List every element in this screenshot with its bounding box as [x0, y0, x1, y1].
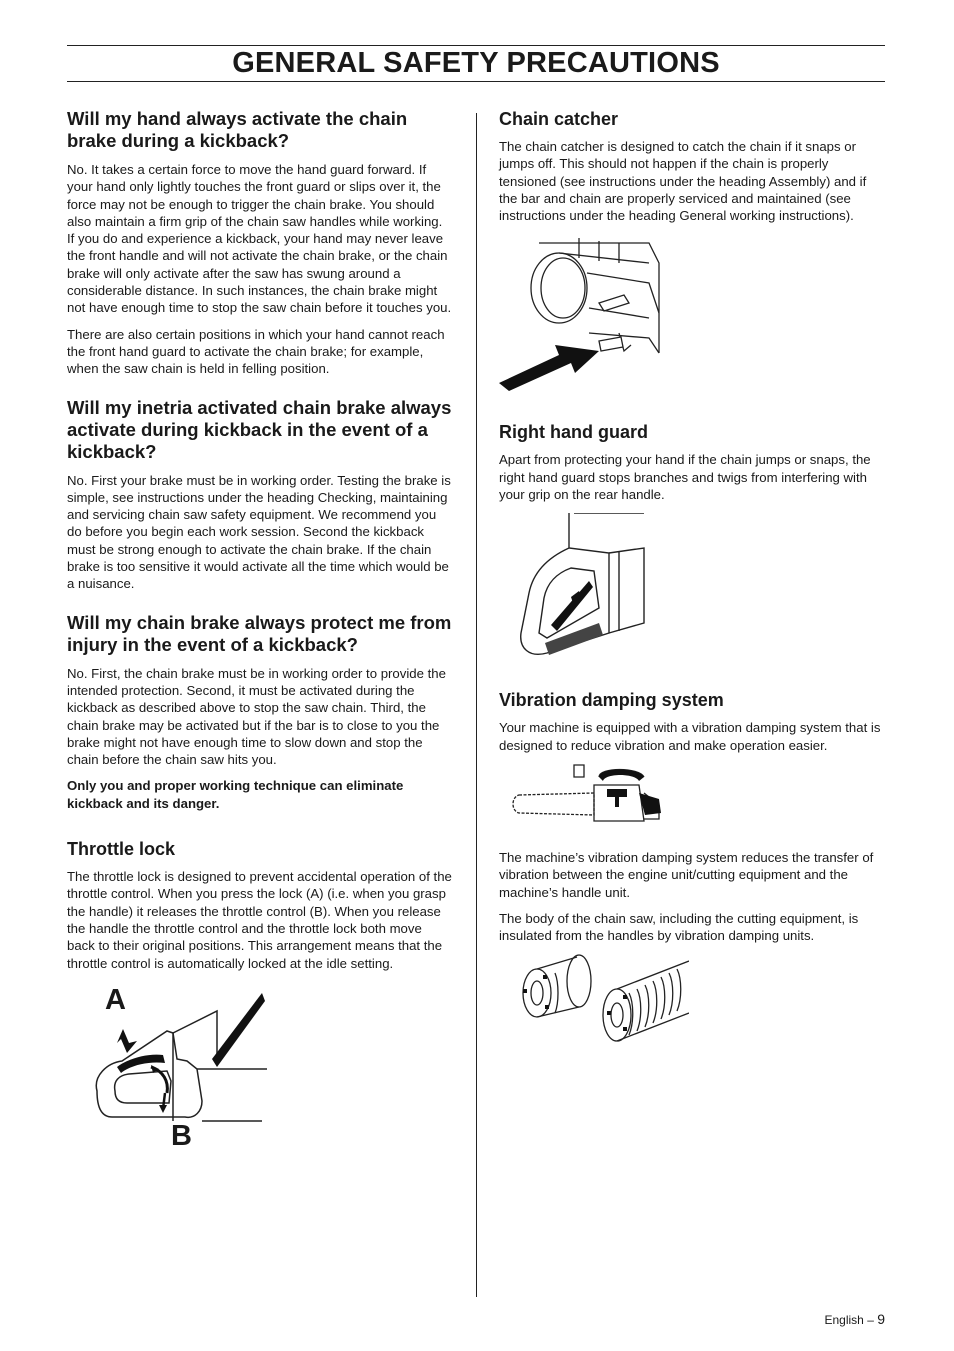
section-throttle-lock [67, 838, 453, 1156]
figure-label-a: A [105, 983, 126, 1016]
chain-catcher-illustration [499, 233, 669, 393]
right-column [499, 108, 887, 1072]
left-column [67, 108, 453, 1175]
paragraph: No. First, the chain brake must be in working order to provide the intended protection. Second, it must be activated during the kickback as described above to stop the saw chain. Third, the chain brake may be activated but if the bar is to close to you the brake might not have enough time to slow down and stop the chain before the chain saw hits you. [67, 665, 446, 768]
chainsaw-illustration [499, 763, 669, 835]
paragraph: The machine’s vibration damping system reduces the transfer of vibration between the engine unit/cutting equipment and the machine’s handle unit. [499, 849, 874, 900]
throttle-lock-figure [67, 981, 267, 1156]
section-vibration-damping [499, 689, 887, 1053]
heading-throttle-lock: Throttle lock [67, 839, 176, 860]
heading-right-hand-guard: Right hand guard [499, 422, 648, 443]
header-rule-bottom [67, 81, 885, 82]
section-right-hand-guard [499, 421, 887, 663]
right-hand-guard-figure [499, 513, 649, 663]
section-hand-activate [67, 108, 453, 378]
footer-language: English [824, 1313, 864, 1327]
paragraph: The body of the chain saw, including the cutting equipment, is insulated from the handles by vibration damping units. [499, 910, 859, 944]
column-divider [476, 113, 477, 1297]
warning-paragraph: Only you and proper working technique can eliminate kickback and its danger. [67, 778, 404, 811]
page-number: 9 [877, 1311, 885, 1327]
vibration-damper-figure [499, 953, 689, 1053]
paragraph: No. First your brake must be in working order. Testing the brake is simple, see instructions under the heading Checking, maintaining and servicing chain saw safety equipment. We recommend you do before you begin each work session. Second the kickback must be strong enough to activate the chain brake. If the chain brake is too sensitive it would activate all the time which would be a nuisance. [67, 472, 451, 592]
paragraph: No. It takes a certain force to move the hand guard forward. If your hand only lightly touches the front guard or slips over it, the force may not be enough to trigger the chain brake. You should also maintain a firm grip of the chain saw handles while working. If you do and experience a kickback, your hand may never leave the front handle and will not activate the chain brake, or the chain brake will only activate after the saw has swung around a considerable distance. In such instances, the chain brake might not have enough time to stop the saw chain before it touches you. [67, 162, 452, 316]
throttle-handle-illustration [67, 981, 267, 1156]
heading-chain-catcher: Chain catcher [499, 109, 619, 129]
page-footer [825, 1311, 886, 1328]
section-chain-catcher [499, 108, 887, 393]
page-title: GENERAL SAFETY PRECAUTIONS [232, 47, 720, 79]
paragraph: There are also certain positions in which your hand cannot reach the front hand guard to activate the chain brake; for example, when the saw chain is held in felling position. [67, 326, 445, 377]
paragraph: The chain catcher is designed to catch the chain if it snaps or jumps off. This should not happen if the chain is properly tensioned (see instructions under the heading Assembly) and if the bar and chain are properly serviced and maintained (see instructions under the heading General working instructions). [499, 139, 867, 224]
figure-label-b: B [171, 1119, 192, 1152]
section-brake-protect [67, 612, 453, 812]
paragraph: Your machine is equipped with a vibration damping system that is designed to reduce vibration and make operation easier. [499, 720, 881, 753]
vibration-damper-illustration [499, 953, 689, 1053]
heading-inertia-brake: Will my inetria activated chain brake always activate during kickback in the event of a kickback? [67, 396, 452, 462]
paragraph: Apart from protecting your hand if the chain jumps or snaps, the right hand guard stops branches and twigs from interfering with your grip on the rear handle. [499, 452, 871, 503]
chain-catcher-figure [499, 233, 669, 393]
right-hand-guard-illustration [499, 513, 649, 663]
heading-vibration-damping: Vibration damping system [499, 690, 724, 711]
heading-hand-activate: Will my hand always activate the chain brake during a kickback? [67, 108, 408, 151]
section-inertia-brake [67, 397, 453, 593]
vibration-saw-figure [499, 763, 669, 835]
heading-brake-protect: Will my chain brake always protect me from injury in the event of a kickback? [67, 611, 452, 655]
footer-separator: – [863, 1313, 878, 1327]
paragraph: The throttle lock is designed to prevent accidental operation of the throttle control. When you press the lock (A) (i.e. when you grasp the handle) it releases the throttle control (B). When you release the handle the throttle control and the throttle lock both move back to their original positions. This arrangement means that the throttle control is automatically locked at the idle setting. [67, 869, 452, 971]
